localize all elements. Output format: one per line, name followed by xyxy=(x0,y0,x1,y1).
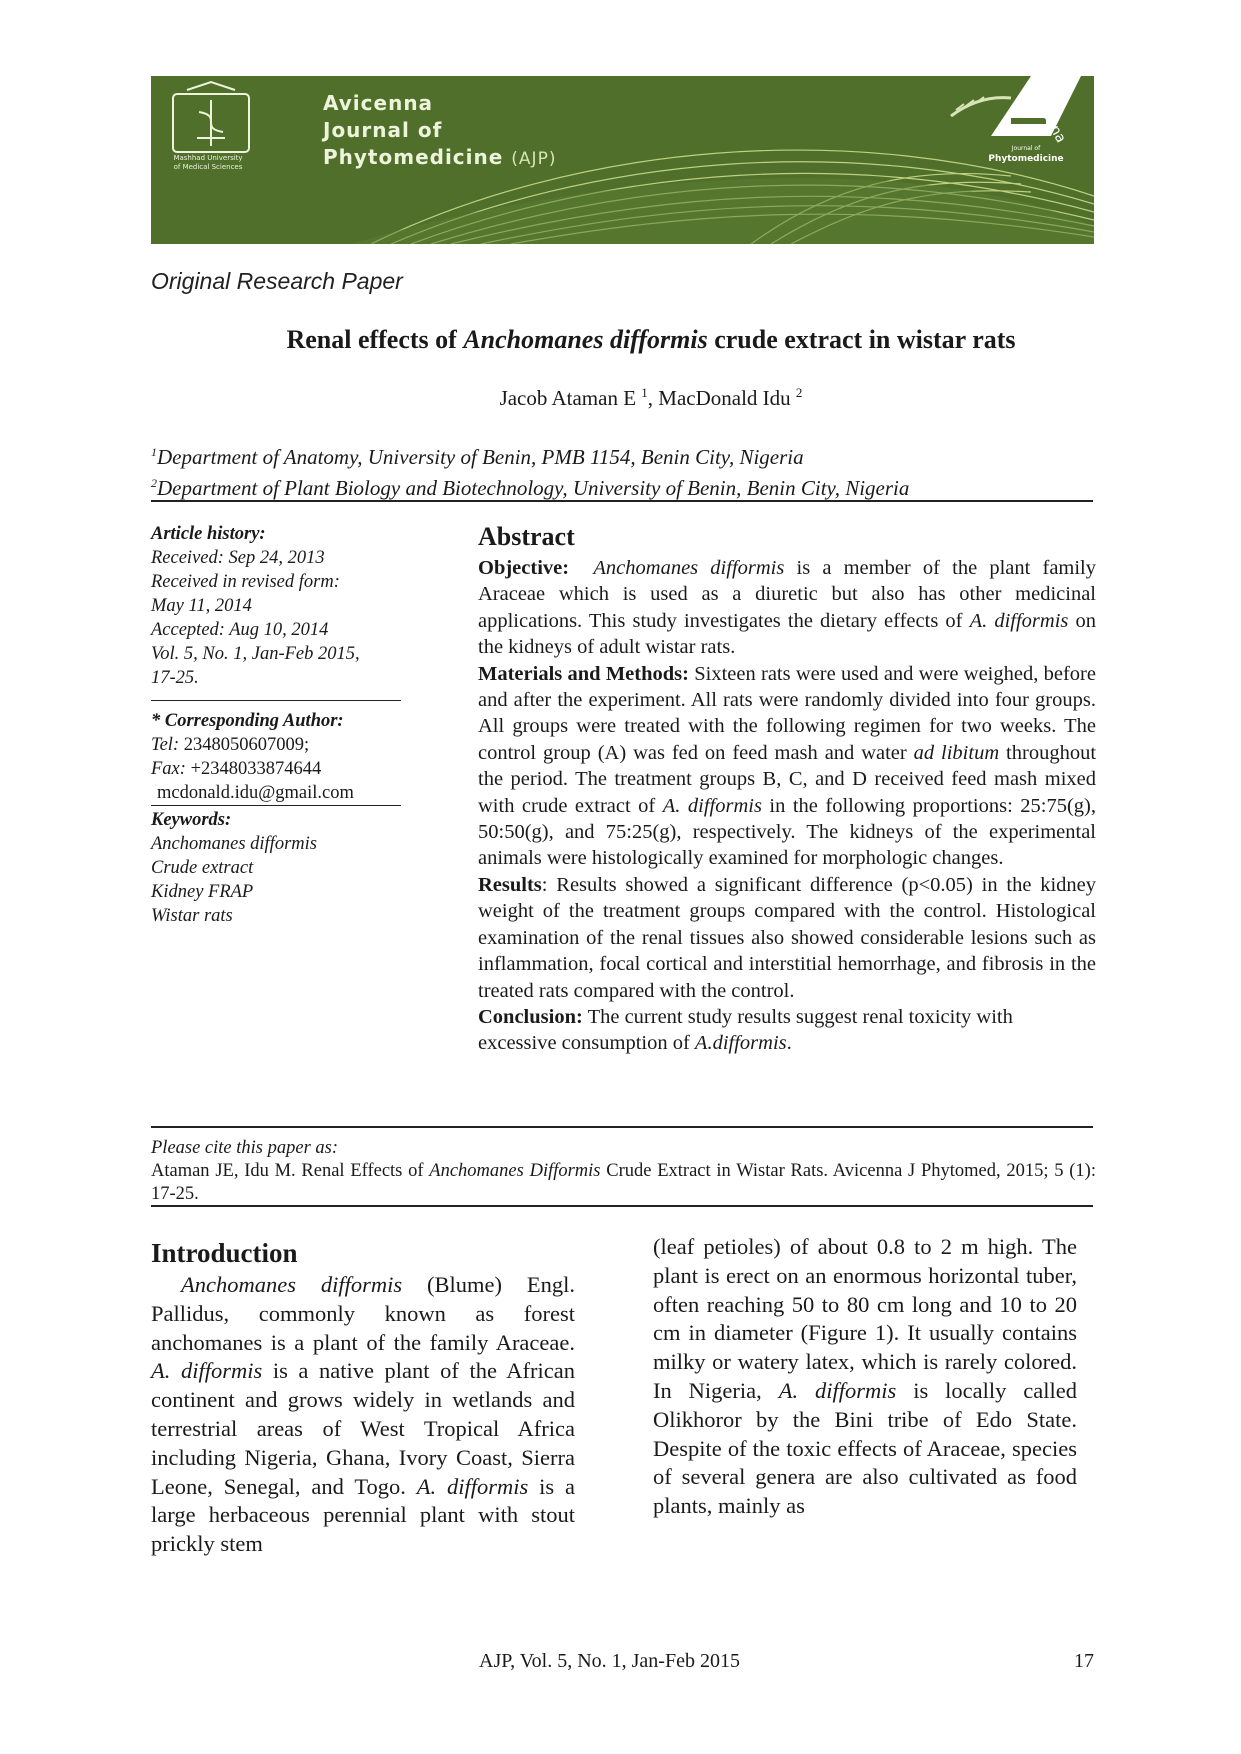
citation-top-divider xyxy=(151,1126,1093,1128)
citation-label: Please cite this paper as: xyxy=(151,1138,339,1158)
introduction-column-right: (leaf petioles) of about 0.8 to 2 m high. The plant is erect on an enormous horizontal tuber, often reaching 50 to 80 cm long and 10 to 20 cm in diameter (Figure 1). It usually contains milky or watery latex, which is rarely colored. In Nigeria, A. difformis is locally called Olikhoror by the Bini tribe of Edo State. Despite of the toxic effects of Araceae, species of several genera are also cultivated as food plants, mainly as xyxy=(653,1234,1077,1519)
citation-bottom-divider xyxy=(151,1205,1093,1207)
keyword: Wistar rats xyxy=(151,906,233,926)
info-divider-2 xyxy=(151,805,401,806)
keywords-heading: Keywords: xyxy=(151,810,232,830)
journal-banner xyxy=(151,76,1094,244)
author-email: mcdonald.idu@gmail.com xyxy=(157,783,354,803)
keyword: Kidney FRAP xyxy=(151,882,254,902)
keyword: Anchomanes difformis xyxy=(151,834,317,854)
abstract-methods: Materials and Methods: Sixteen rats were used and were weighed, before and after the experiment. All rats were randomly divided into four groups. All groups were treated with the following regimen for two weeks. The control group (A) was fed on feed mash and water ad libitum throughout the period. The treatment groups B, C, and D received feed mash mixed with crude extract of A. difformis in the following proportions: 25:75(g), 50:50(g), and 75:25(g), respectively. The kidneys of the experimental animals were histologically examined for morphologic changes. xyxy=(478,662,1097,870)
journal-name: Avicenna Journal of Phytomedicine (AJP) xyxy=(323,91,557,169)
citation-text: Ataman JE, Idu M. Renal Effects of Anchomanes Difformis Crude Extract in Wistar Rats. Avicenna J Phytomed, 2015; 5 (1): 17-25. xyxy=(151,1161,1096,1204)
abstract xyxy=(478,521,1096,1057)
corresponding-heading: * Corresponding Author: xyxy=(151,711,344,731)
author-list: Jacob Ataman E $^1$, MacDonald Idu $^2$ xyxy=(499,385,803,410)
keyword: Crude extract xyxy=(151,858,254,878)
paper-type: Original Research Paper xyxy=(151,268,403,294)
avicenna-logo-word: Avicenna xyxy=(1024,82,1069,146)
abstract-heading: Abstract xyxy=(478,522,575,551)
abstract-conclusion: Conclusion: The current study results suggest renal toxicity with excessive consumption of A.difformis. xyxy=(478,1005,1013,1055)
article-info: Article history: Received: Sep 24, 2013 Received in revised form: May 11, 2014 Accepted: Aug 10, 2014 Vol. 5, No. 1, Jan-Feb 2015, 17-25. * Corresponding Author: Tel: 2348050607009; Fax: +2348033874644 mcdonald.idu@gmail.com Keywords: Anchomanes difformis Crude extract Kidney FRAP Wistar rats xyxy=(151,522,421,928)
page-number: 17 xyxy=(1074,1650,1094,1672)
banner-graphic xyxy=(151,76,1094,244)
journal-logo-caption: Journal of Phytomedicine xyxy=(988,145,1064,164)
introduction-heading: Introduction xyxy=(151,1238,298,1268)
affiliation-2: $^2$Department of Plant Biology and Biotechnology, University of Benin, Benin City, Nigeria xyxy=(151,476,910,500)
citation-block xyxy=(151,1137,1096,1206)
affiliation-1: $^1$Department of Anatomy, University of Benin, PMB 1154, Benin City, Nigeria xyxy=(151,445,804,469)
abstract-results: Results: Results showed a significant difference (p<0.05) in the kidney weight of the treatment groups compared with the control. Histological examination of the renal tissues also showed considerable lesions such as inflammation, focal cortical and interstitial hemorrhage, and fibrosis in the treated rats compared with the control. xyxy=(478,873,1096,1002)
affiliations xyxy=(151,439,909,501)
abstract-objective: Objective: Anchomanes difformis is a member of the plant family Araceae which is used as a diuretic but also has other medicinal applications. This study investigates the dietary effects of A. difformis on the kidneys of adult wistar rats. xyxy=(478,557,1096,659)
university-caption: Mashhad University of Medical Sciences xyxy=(173,154,243,171)
info-divider-1 xyxy=(151,700,401,701)
page-footer: AJP, Vol. 5, No. 1, Jan-Feb 2015 xyxy=(479,1650,740,1672)
header-divider xyxy=(151,500,1093,502)
introduction-column-left: Introduction Anchomanes difformis (Blume) Engl. Pallidus, commonly known as forest anchomanes is a plant of the family Araceae. A. difformis is a native plant of the African continent and grows widely in wetlands and terrestrial areas of West Tropical Africa including Nigeria, Ghana, Ivory Coast, Sierra Leone, Senegal, and Togo. A. difformis is a large herbaceous perennial plant with stout prickly stem xyxy=(151,1238,576,1557)
paper-title: Renal effects of Anchomanes difformis crude extract in wistar rats xyxy=(286,325,1016,354)
history-heading: Article history: xyxy=(151,524,266,544)
